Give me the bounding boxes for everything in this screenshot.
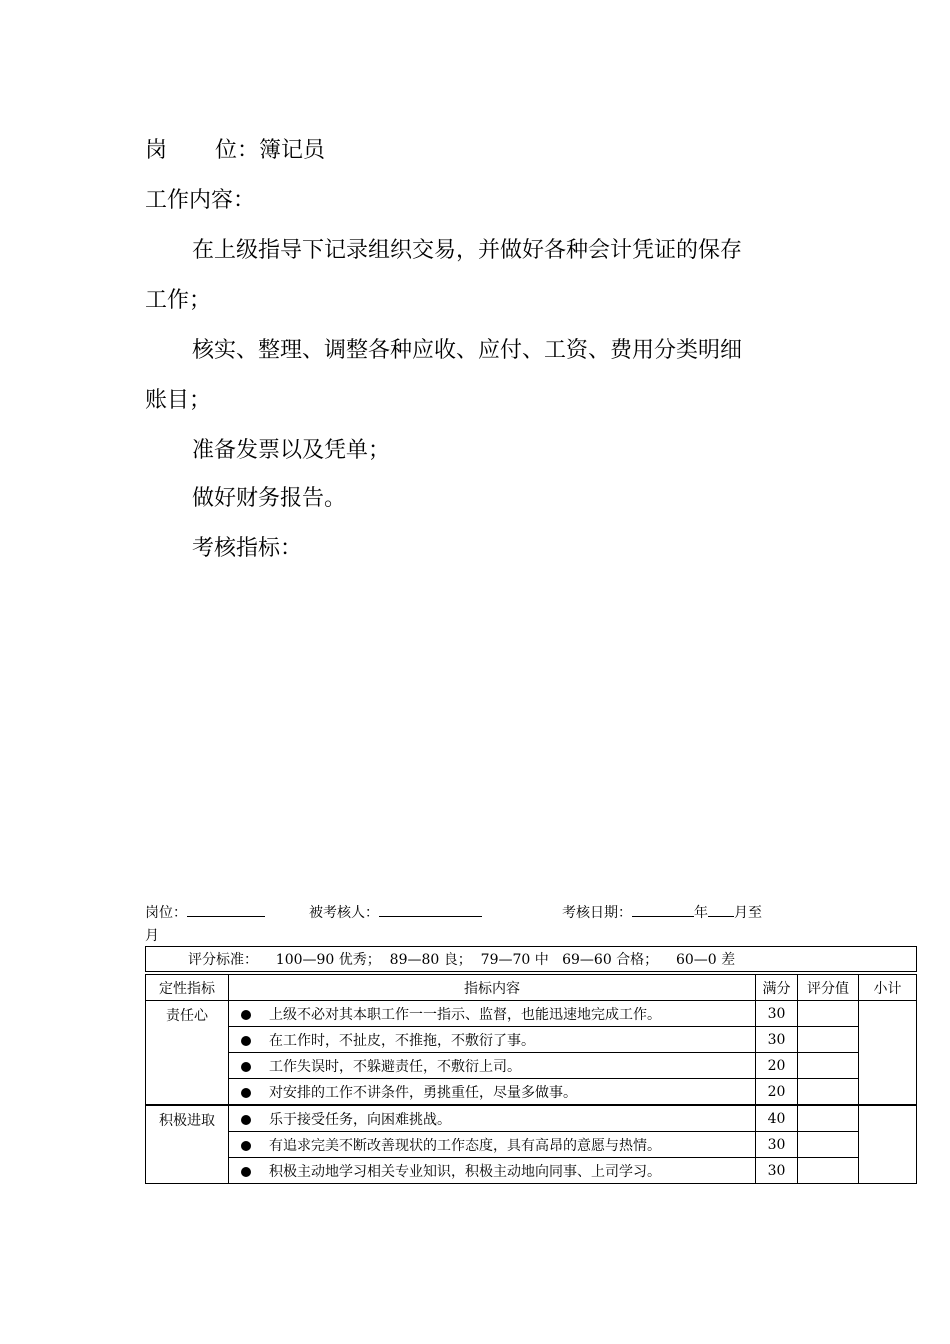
assessee-label: 被考核人：	[309, 905, 379, 921]
criterion-cell	[229, 1027, 756, 1053]
full-score: 30	[756, 1132, 798, 1158]
scoring-standard: 评分标准： 100—90 优秀； 89—80 良； 79—70 中 69—60 合格； 60—0 差	[146, 947, 917, 974]
bullet-icon	[241, 1167, 251, 1177]
score-input-cell[interactable]	[798, 1027, 859, 1053]
subtotal-cell[interactable]	[859, 1001, 917, 1106]
post-label-b: 位：簿记员	[215, 138, 326, 163]
col-header-full: 满分	[756, 973, 798, 1001]
form-header	[145, 902, 762, 922]
col-header-content: 指标内容	[229, 973, 756, 1001]
duty-line-1: 在上级指导下记录组织交易，并做好各种会计凭证的保存	[192, 238, 743, 263]
criterion-cell	[229, 1158, 756, 1184]
duty-line-4: 账目；	[145, 388, 212, 413]
full-score: 40	[756, 1105, 798, 1132]
scoring-standard-row	[146, 947, 917, 974]
assessment-table	[145, 946, 917, 1184]
criterion-cell	[229, 1053, 756, 1079]
bullet-icon	[241, 1036, 251, 1046]
table-row	[146, 1079, 917, 1106]
criterion-text: 乐于接受任务，向困难挑战。	[269, 1111, 451, 1128]
full-score: 20	[756, 1079, 798, 1106]
score-input-cell[interactable]	[798, 1079, 859, 1106]
bullet-icon	[241, 1010, 251, 1020]
criterion-cell	[229, 1001, 756, 1027]
score-input-cell[interactable]	[798, 1132, 859, 1158]
score-input-cell[interactable]	[798, 1001, 859, 1027]
work-content-title: 工作内容：	[145, 188, 256, 213]
bullet-icon	[241, 1088, 251, 1098]
subtotal-cell[interactable]	[859, 1105, 917, 1184]
bullet-icon	[241, 1115, 251, 1125]
assessment-indicators-title: 考核指标：	[192, 536, 303, 561]
criterion-cell	[229, 1079, 756, 1106]
score-input-cell[interactable]	[798, 1105, 859, 1132]
criterion-text: 工作失误时，不躲避责任，不敷衍上司。	[269, 1058, 521, 1075]
full-score: 30	[756, 1158, 798, 1184]
year-label: 年	[694, 905, 708, 921]
col-header-subtotal: 小计	[859, 973, 917, 1001]
table-row	[146, 1001, 917, 1027]
duty-line-3: 核实、整理、调整各种应收、应付、工资、费用分类明细	[192, 338, 743, 363]
score-input-cell[interactable]	[798, 1053, 859, 1079]
full-score: 30	[756, 1027, 798, 1053]
post-field[interactable]	[187, 902, 265, 917]
criterion-cell	[229, 1105, 756, 1132]
col-header-category: 定性指标	[146, 973, 229, 1001]
category-responsibility: 责任心	[146, 1001, 229, 1106]
year-field[interactable]	[632, 902, 694, 917]
month-to-label: 月至	[734, 905, 762, 921]
post-line	[145, 138, 325, 164]
criterion-cell	[229, 1132, 756, 1158]
duty-line-6: 做好财务报告。	[192, 486, 347, 511]
score-input-cell[interactable]	[798, 1158, 859, 1184]
full-score: 20	[756, 1053, 798, 1079]
month-field[interactable]	[708, 902, 734, 917]
table-row	[146, 1053, 917, 1079]
col-header-score: 评分值	[798, 973, 859, 1001]
date-label: 考核日期：	[562, 905, 632, 921]
form-post-label: 岗位：	[145, 905, 187, 921]
category-initiative: 积极进取	[146, 1105, 229, 1184]
table-row	[146, 1132, 917, 1158]
post-label-a: 岗	[145, 138, 168, 163]
table-row	[146, 1027, 917, 1053]
bullet-icon	[241, 1062, 251, 1072]
criterion-text: 积极主动地学习相关专业知识，积极主动地向同事、上司学习。	[269, 1163, 661, 1180]
criterion-text: 上级不必对其本职工作一一指示、监督，也能迅速地完成工作。	[269, 1006, 661, 1023]
duty-line-2: 工作；	[145, 288, 212, 313]
bullet-icon	[241, 1141, 251, 1151]
criterion-text: 对安排的工作不讲条件，勇挑重任，尽量多做事。	[269, 1084, 577, 1101]
criterion-text: 有追求完美不断改善现状的工作态度，具有高昂的意愿与热情。	[269, 1137, 661, 1154]
full-score: 30	[756, 1001, 798, 1027]
table-header-row	[146, 973, 917, 1001]
criterion-text: 在工作时，不扯皮，不推拖，不敷衍了事。	[269, 1032, 535, 1049]
month-label: 月	[145, 928, 159, 944]
table-row	[146, 1105, 917, 1132]
table-row	[146, 1158, 917, 1184]
duty-line-5: 准备发票以及凭单；	[192, 438, 391, 463]
assessee-field[interactable]	[379, 902, 482, 917]
